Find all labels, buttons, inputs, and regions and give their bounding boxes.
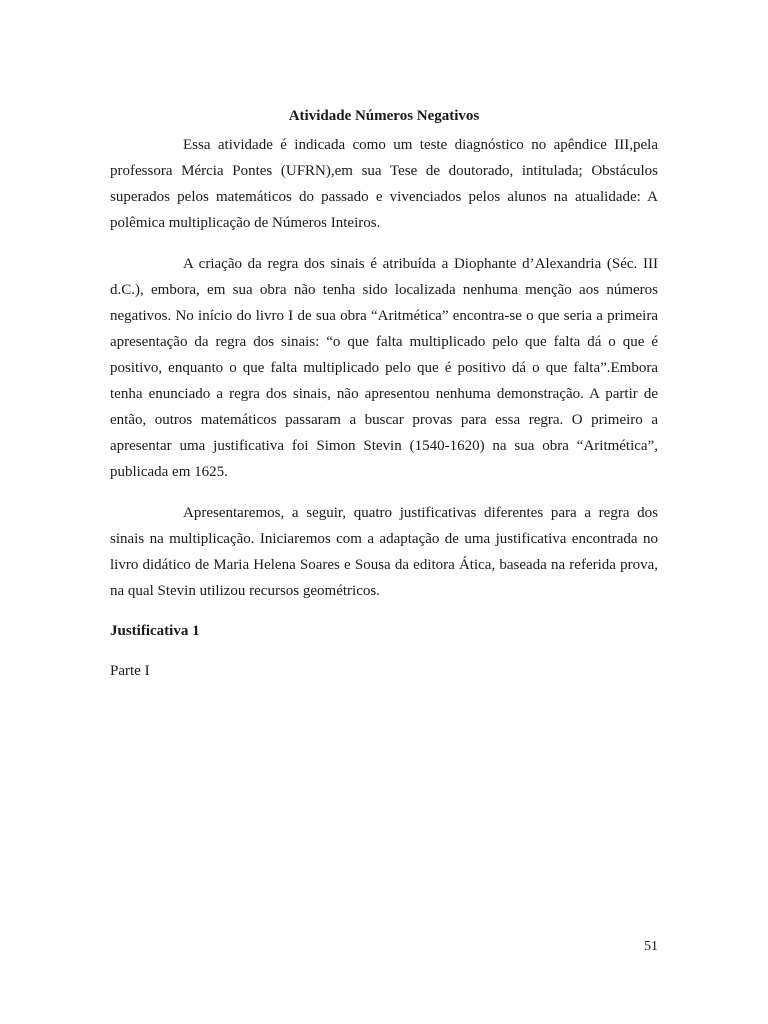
subsection-label: Parte I bbox=[110, 663, 150, 679]
paragraph-1: Essa atividade é indicada como um teste diagnóstico no apêndice III,pela professora Mércia Pontes (UFRN),em sua Tese de doutorado, intitulada; Obstáculos superados pelos matemáticos do passado e vivenciados pelos alunos na atualidade: A polêmica multiplicação de Números Inteiros. bbox=[110, 137, 658, 231]
page-content bbox=[110, 106, 658, 681]
paragraph-2: A criação da regra dos sinais é atribuída a Diophante d’Alexandria (Séc. III d.C.), embora, em sua obra não tenha sido localizada nenhuma menção aos números negativos. No início do livro I de sua obra “Aritmética” encontra-se o que seria a primeira apresentação da regra dos sinais: “o que falta multiplicado pelo que falta dá o que é positivo, enquanto o que falta multiplicado pelo que é positivo dá o que falta”.Embora tenha enunciado a regra dos sinais, não apresentou nenhuma demonstração. A partir de então, outros matemáticos passaram a buscar provas para essa regra. O primeiro a apresentar uma justificativa foi Simon Stevin (1540-1620) na sua obra “Aritmética”, publicada em 1625. bbox=[110, 256, 658, 480]
section-heading: Justificativa 1 bbox=[110, 623, 200, 639]
document-title: Atividade Números Negativos bbox=[288, 108, 480, 124]
paragraph-3: Apresentaremos, a seguir, quatro justificativas diferentes para a regra dos sinais na multiplicação. Iniciaremos com a adaptação de uma justificativa encontrada no livro didático de Maria Helena Soares e Sousa da editora Ática, baseada na referida prova, na qual Stevin utilizou recursos geométricos. bbox=[110, 505, 658, 599]
page-number: 51 bbox=[644, 939, 658, 954]
